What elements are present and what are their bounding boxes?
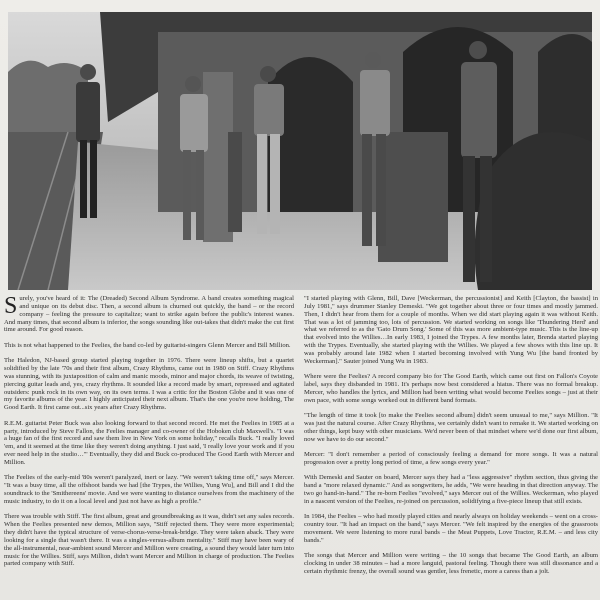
paragraph: Mercer: "I don't remember a period of consciously feeling a demand for more songs. It was a natural progression over a pretty long period of time, a few songs every year." — [304, 451, 598, 466]
paragraph: R.E.M. guitarist Peter Buck was also looking forward to that second record. He met the Feelies in 1985 at a party, introduced by Steve Fallon, the Feelies manager and co-owner of the Hoboken club Maxwell's. "I was a huge fan of the first record and saw them live in New York on some holiday," recalls Buck. "I really loved 'em, and it seemed at the time like they weren't doing anything. I just said, 'I really love your work and if you ever need help in the studio…'" Eventually, they did and Buck co-produced The Good Earth with Mercer and Million. — [4, 419, 294, 466]
paragraph: The Haledon, NJ-based group started playing together in 1976. There were lineup shifts, but a quartet solidified by the late '70s and their first album, Crazy Rhythms, came out in 1980 on Stiff. Crazy Rhythms was stunning, with its juxtaposition of calm and manic moods, minor and major chords, its weave of twisting, piercing guitar leads and, yes, crazy rhythms. It sounded like a record made by smart, repressed and agitated outsiders: punk rock in its own way, on its own terms. I was a critic for the Boston Globe and it was one of my favorite albums of the year. I highly anticipated their next album. That's the one you're now holding, The Good Earth. It first came out...six years after Crazy Rhythms. — [4, 357, 294, 412]
paragraph-text: urely, you've heard of it: The (Dreaded) Second Album Syndrome. A band creates something magical and unique on its debut disc. Then, a second album is churned out quickly, the band – or the record company – feeling the pressure to capitalize; want to strike again before the public's interest wanes. And many times, that second album is inferior, the songs sounding like out-takes that didn't make the cut first time around. For good reason. — [4, 295, 294, 334]
paragraph: This is not what happened to the Feelies, the band co-led by guitarist-singers Glenn Mercer and Bill Million. — [4, 341, 291, 349]
paragraph: The songs that Mercer and Million were writing – the 10 songs that became The Good Earth, an album clocking in under 38 minutes – had a more languid, pastoral feeling. Though there was still dissonance and a certain rhythmic frenzy, the overall sound was gentler, less frenetic, more a caress than a jolt. — [304, 552, 598, 576]
paragraph: "The length of time it took [to make the Feelies second album] didn't seem unusual to me," says Million. "It was just the natural course. After Crazy Rhythms, we certainly didn't want to remake it. We started working on other things, kept busy with other musicians. We'd never been of that mindset where we'd done our first album, now we have to do our second." — [304, 412, 598, 443]
paragraph: The Feelies of the early-mid '80s weren't paralyzed, inert or lazy. "We weren't taking time off," says Mercer. "It was a busy time, all the offshoot bands we had [the Trypes, the Willies, Yung Wu], and Bill and I did the soundtrack to the 'Smithereens' movie. And we were wanting to distance ourselves from the machinery of the music industry, to do it on a local level and just not have as high a profile." — [4, 474, 294, 505]
paragraph: In 1984, the Feelies – who had mostly played cities and nearly always on holiday weekends – went on a cross-country tour. "It had an impact on the band," says Mercer. "We felt inspired by the energies of the grassroots movement. We were listening to more rural bands – the Meat Puppets, Love Tractor, R.E.M. – and less city bands." — [304, 513, 598, 544]
paragraph: There was trouble with Stiff. The first album, great and groundbreaking as it was, didn't set any sales records. When the Feelies presented new demos, Million says, "Stiff rejected them. They were more experimental; they didn't have the typical structure of verse-chorus-verse-break-bridge. They were taken aback. They were looking for a single that wasn't there. It was a singles-versus-album mentality." Stiff may have been wary of the all-instrumental, near-ambient sound Mercer and Million were creating, a sound they would later turn into music for the Willies. Stiff, says Million, didn't want Mercer and Million in charge of production. The Feelies parted company with Stiff. — [4, 513, 294, 568]
paragraph: With Demeski and Sauter on board, Mercer says they had a "less aggressive" rhythm section, thus giving the band a "more relaxed dynamic." And as songwriters, he adds, "We were heading in that direction anyway. The two go hand-in-hand." The re-born Feelies "evolved," says Mercer out of the Willies. Weckerman, who played in a nascent version of the Feelies, re-joined on percussion, solidifying a five-piece lineup that still exists. — [304, 474, 598, 505]
right-text-column — [304, 295, 598, 595]
paragraph: "I started playing with Glenn, Bill, Dave [Weckerman, the percussionist] and Keith [Clayton, the bassist] in July 1981," says drummer Stanley Demeski. "We got together about three or four times and mostly jammed. Then, I didn't hear from them for a couple of months. When we did start playing again it was without Keith. That was a lot of jamming too, lots of percussion. We started working on songs like 'Thundering Herd' and what we referred to as the 'Gato Drum Song.' Some of this was more ambient-type music. This is the line-up that evolved into the Willies…In early 1983, I joined the Trypes. A few months later, Brenda started playing with the Trypes. Eventually, she started playing with the Willies. We played a few shows with this line up. It was probably around late 1982 when I started becoming involved with Yung Wu [the band fronted by Weckerman]." Sauter joined Yung Wu in 1983. — [304, 295, 598, 365]
paragraph: Where were the Feelies? A record company bio for The Good Earth, which came out first on Fallon's Coyote label, says they disbanded in 1981. It's perhaps now best considered a hiatus. There was no formal breakup. Mercer, who handles the lyrics, and Million had been writing what would become Feelies songs – just at their own pace, with some songs worked out in different band formats. — [304, 373, 598, 404]
band-photo-image — [8, 12, 592, 290]
drop-cap: S — [4, 295, 18, 319]
paragraph — [4, 295, 294, 334]
band-photo — [8, 12, 592, 290]
left-text-column — [4, 295, 294, 595]
